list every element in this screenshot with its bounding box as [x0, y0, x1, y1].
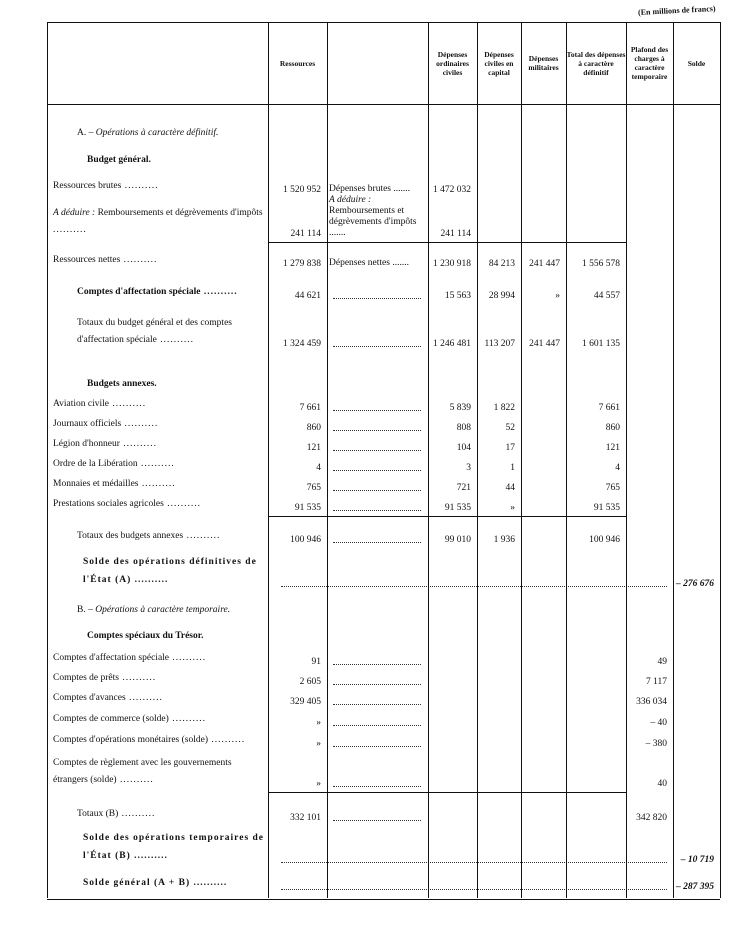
value-res: 4 [316, 463, 321, 473]
column-divider [521, 22, 522, 898]
dot-leader: .......... [53, 225, 87, 235]
desc-text: Dépenses nettes [329, 258, 390, 268]
dot-leader: .......... [121, 181, 159, 191]
dot-leader: .......... [137, 459, 175, 469]
table-row [47, 456, 720, 476]
expense-description [329, 258, 427, 269]
dot-leader [333, 746, 421, 747]
row-label [77, 806, 267, 823]
dot-leader: .......... [125, 693, 163, 703]
value-total: 1 601 135 [582, 339, 620, 349]
value-dord: 3 [466, 463, 471, 473]
dot-leader: .......... [118, 809, 156, 819]
table-row [47, 145, 720, 172]
table-row [47, 648, 720, 670]
row-label-text: Journaux officiels [53, 419, 122, 429]
row-label-text: Opérations à caractère définitif. [95, 128, 219, 138]
row-label [53, 252, 267, 269]
dot-leader: .......... [120, 255, 158, 265]
row-label-text: Solde des opérations définitives de l'État (A) [83, 557, 257, 585]
row-rule [268, 242, 626, 243]
row-label-text: Ressources nettes [53, 255, 121, 265]
header-dep-mil: Dépenses militaires [521, 22, 566, 105]
dot-leader [281, 586, 667, 587]
table-row [47, 496, 720, 516]
row-label-text: Totaux (B) [77, 809, 119, 819]
column-divider [477, 22, 478, 898]
value-dcap: 1 936 [493, 535, 515, 545]
row-label-text: Solde des opérations temporaires de l'État (B) [83, 833, 265, 861]
table-row [47, 416, 720, 436]
table-row [47, 826, 720, 868]
dot-leader: ....... [329, 228, 346, 238]
value-dcap: 44 [505, 483, 515, 493]
table-row [47, 516, 720, 548]
value-plafond: – 380 [645, 739, 667, 749]
value-total: 4 [615, 463, 620, 473]
value-res: » [316, 718, 321, 728]
row-label-text: Ordre de la Libération [53, 459, 138, 469]
desc-text: Remboursements et dégrèvements d'impôts [329, 206, 417, 227]
value-res: 241 114 [290, 229, 321, 239]
row-label-prefix: B. – [77, 605, 96, 615]
dot-leader [333, 510, 421, 511]
dot-leader: .......... [190, 878, 228, 888]
dot-leader [333, 664, 421, 665]
table-row [47, 396, 720, 416]
row-label-text: Comptes spéciaux du Trésor. [87, 631, 204, 641]
desc-text: Dépenses brutes [329, 184, 391, 194]
row-label-text: Comptes d'opérations monétaires (solde) [53, 735, 208, 745]
dot-leader [281, 889, 667, 890]
header-dep-cap: Dépenses civiles en capital [477, 22, 521, 105]
dot-leader [333, 542, 421, 543]
dot-leader [333, 820, 421, 821]
value-res: 1 324 459 [283, 339, 321, 349]
table-row [47, 476, 720, 496]
dot-leader [333, 298, 421, 299]
header-total: Total des dépenses à caractère définitif [566, 22, 626, 105]
header-plafond: Plafond des charges à caractère temporaire [626, 22, 673, 105]
unit-note: (En millions de francs) [638, 3, 717, 18]
dot-leader: .......... [168, 714, 206, 724]
row-label [53, 496, 267, 513]
value-dord: 1 246 481 [433, 339, 471, 349]
dot-leader: .......... [208, 735, 246, 745]
dot-leader [333, 470, 421, 471]
value-dord: 241 114 [440, 229, 471, 239]
dot-leader: ....... [391, 184, 410, 194]
column-divider [47, 22, 48, 898]
value-total: 121 [605, 443, 620, 453]
value-dord: 99 010 [444, 535, 471, 545]
dot-leader [333, 725, 421, 726]
dot-leader: .......... [183, 531, 221, 541]
dot-leader: .......... [131, 575, 169, 585]
value-plafond: 336 034 [636, 697, 667, 707]
row-label-text: Comptes d'avances [53, 693, 126, 703]
value-plafond: – 40 [650, 718, 667, 728]
value-plafond: 40 [657, 779, 667, 789]
dot-leader: .......... [130, 851, 168, 861]
column-divider [626, 22, 627, 898]
row-label-text: Aviation civile [53, 399, 110, 409]
row-label-text: Totaux du budget général et des comptes d'affectation spéciale [77, 318, 232, 345]
value-plafond: 49 [657, 657, 667, 667]
row-rule [268, 792, 626, 793]
value-res: 2 605 [299, 677, 321, 687]
value-dord: 1 230 918 [433, 259, 471, 269]
dot-leader: .......... [121, 419, 159, 429]
row-label [83, 553, 267, 589]
row-label-prefix: A déduire : [53, 208, 96, 218]
dot-leader [333, 450, 421, 451]
row-label-text: Comptes de commerce (solde) [53, 714, 169, 724]
column-divider [673, 22, 674, 898]
column-divider [566, 22, 567, 898]
table-row [47, 752, 720, 792]
row-label [53, 178, 267, 195]
row-label-text: Comptes de prêts [53, 673, 119, 683]
value-res: 1 520 952 [283, 185, 321, 195]
dot-leader [333, 684, 421, 685]
value-dcap: 84 213 [488, 259, 515, 269]
table-row [47, 304, 720, 352]
table-row [47, 242, 720, 272]
row-label [53, 205, 267, 239]
row-label [53, 670, 267, 687]
row-label-text: Opérations à caractère temporaire. [95, 605, 231, 615]
value-plafond: 342 820 [636, 813, 667, 823]
value-total: 100 946 [589, 535, 620, 545]
value-dord: 91 535 [444, 503, 471, 513]
value-dcap: 17 [505, 443, 515, 453]
row-label [53, 732, 267, 749]
value-dord: 808 [456, 423, 471, 433]
dot-leader [333, 704, 421, 705]
value-dcap: 52 [505, 423, 515, 433]
row-label [77, 315, 267, 349]
table-row [47, 436, 720, 456]
row-label-text: Comptes d'affectation spéciale [53, 653, 170, 663]
row-label [83, 829, 267, 865]
value-dord: 104 [456, 443, 471, 453]
dot-leader [333, 430, 421, 431]
table-row [47, 195, 720, 242]
row-label-text: Remboursements et dégrèvements d'impôts [95, 208, 263, 218]
dot-leader [333, 490, 421, 491]
header-blank [47, 22, 268, 105]
value-dcap: 1 822 [493, 403, 515, 413]
row-label [53, 436, 267, 453]
table-row [47, 592, 720, 622]
value-res: 332 101 [290, 813, 321, 823]
value-res: 1 279 838 [283, 259, 321, 269]
dot-leader: .......... [118, 673, 157, 683]
expense-description [329, 195, 427, 239]
table-row [47, 792, 720, 826]
value-dcap: 1 [510, 463, 515, 473]
value-solde: – 276 676 [676, 579, 714, 589]
row-label [53, 416, 267, 433]
column-divider [720, 22, 721, 898]
dot-leader: .......... [116, 775, 154, 785]
table-row [47, 690, 720, 710]
dot-leader [281, 862, 667, 863]
value-total: 765 [605, 483, 620, 493]
table-row [47, 104, 720, 145]
dot-leader: .......... [200, 287, 238, 297]
value-solde: – 287 395 [676, 882, 714, 892]
value-res: 100 946 [290, 535, 321, 545]
value-dmil: 241 447 [529, 339, 560, 349]
row-label-text: Totaux des budgets annexes [77, 531, 184, 541]
table-row [47, 272, 720, 304]
value-total: 860 [605, 423, 620, 433]
row-label-text: Solde général (A + B) [83, 878, 191, 888]
value-dcap: 28 994 [488, 291, 515, 301]
value-res: 44 621 [294, 291, 321, 301]
dot-leader: .......... [119, 439, 158, 449]
dot-leader: .......... [156, 335, 194, 345]
table-row [47, 868, 720, 895]
value-res: 91 [311, 657, 321, 667]
row-label [53, 755, 267, 789]
table-row [47, 710, 720, 731]
row-label-text: Ressources brutes [53, 181, 122, 191]
row-label [53, 650, 267, 667]
value-res: 91 535 [294, 503, 321, 513]
row-label-text: Légion d'honneur [53, 439, 120, 449]
header-ressources: Ressources [268, 22, 327, 105]
dot-leader: .......... [109, 399, 147, 409]
value-res: 765 [306, 483, 321, 493]
value-dmil: 241 447 [529, 259, 560, 269]
value-dcap: » [510, 503, 515, 513]
row-label [77, 528, 267, 545]
row-label [53, 476, 267, 493]
table-row [47, 622, 720, 648]
row-label [53, 456, 267, 473]
header-dep-ord: Dépenses ordinaires civiles [428, 22, 477, 105]
value-dord: 15 563 [444, 291, 471, 301]
value-dmil: » [555, 291, 560, 301]
value-total: 91 535 [593, 503, 620, 513]
table-row [47, 670, 720, 690]
value-dord: 5 839 [449, 403, 471, 413]
table-row [47, 548, 720, 592]
row-label-text: Budgets annexes. [87, 379, 157, 389]
column-divider [327, 22, 328, 898]
value-res: 121 [306, 443, 321, 453]
column-divider [268, 22, 269, 898]
value-res: 329 405 [290, 697, 321, 707]
row-label [53, 711, 267, 728]
header-blank-desc [327, 22, 428, 105]
dot-leader: .......... [163, 499, 201, 509]
value-plafond: 7 117 [645, 677, 667, 687]
expense-description [329, 184, 427, 195]
row-label-text: Comptes de règlement avec les gouvernements étrangers (solde) [53, 758, 232, 785]
value-dord: 721 [456, 483, 471, 493]
value-res: » [316, 739, 321, 749]
row-label-text: Comptes d'affectation spéciale [77, 287, 201, 297]
value-total: 7 661 [598, 403, 620, 413]
row-label-text: Budget général. [87, 155, 151, 165]
row-label-prefix: A. – [77, 128, 96, 138]
row-rule [268, 516, 626, 517]
value-total: 1 556 578 [582, 259, 620, 269]
row-label [77, 602, 267, 619]
column-divider [428, 22, 429, 898]
table-row [47, 731, 720, 752]
dot-leader: .......... [169, 653, 207, 663]
row-label [83, 874, 267, 892]
dot-leader [333, 346, 421, 347]
row-label [53, 396, 267, 413]
value-res: » [316, 779, 321, 789]
dot-leader: .......... [138, 479, 176, 489]
row-label [77, 284, 267, 301]
row-label-text: Prestations sociales agricoles [53, 499, 164, 509]
value-res: 860 [306, 423, 321, 433]
value-dord: 1 472 032 [433, 185, 471, 195]
desc-prefix: A déduire : [329, 195, 372, 205]
value-total: 44 557 [593, 291, 620, 301]
dot-leader [333, 410, 421, 411]
value-dcap: 113 207 [484, 339, 515, 349]
dot-leader [333, 786, 421, 787]
dot-leader: ....... [389, 258, 409, 268]
value-solde: – 10 719 [680, 855, 714, 865]
row-label-text: Monnaies et médailles [53, 479, 139, 489]
value-res: 7 661 [299, 403, 321, 413]
row-label [53, 690, 267, 707]
row-label [77, 125, 267, 142]
table-row [47, 352, 720, 396]
header-solde: Solde [673, 22, 720, 105]
